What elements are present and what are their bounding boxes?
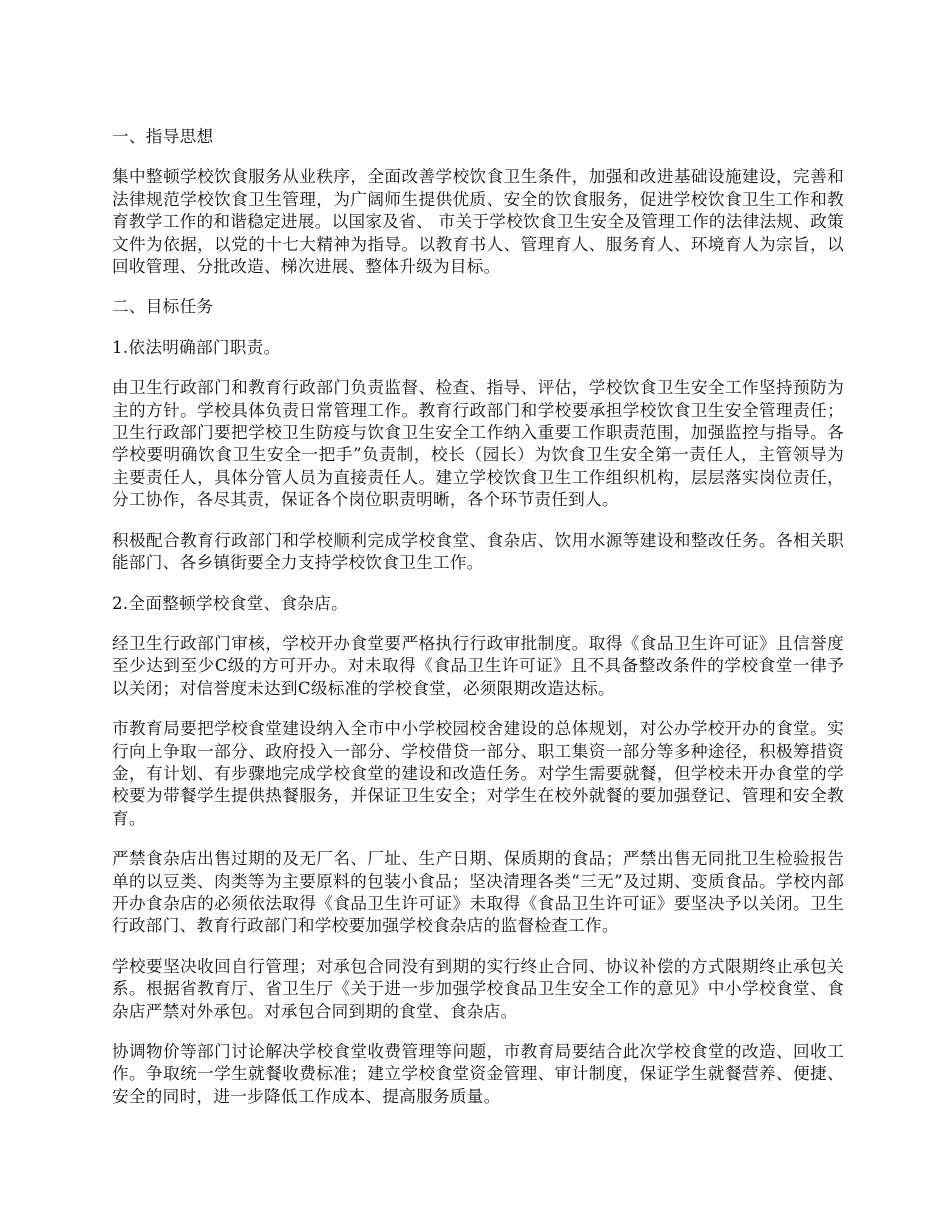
- paragraph-department-duties: 由卫生行政部门和教育行政部门负责监督、检查、指导、评估，学校饮食卫生安全工作坚持预防为主的方针。学校具体负责日常管理工作。教育行政部门和学校要承担学校饮食卫生安全管理责任；卫生行政部门要把学校卫生防疫与饮食卫生安全工作纳入重要工作职责范围，加强监控与指导。各学校要明确饮食卫生安全一把手”负责制，校长（园长）为饮食卫生安全第一责任人，主管领导为主要责任人，具体分管人员为直接责任人。建立学校饮食卫生工作组织机构，层层落实岗位责任，分工协作，各尽其责，保证各个岗位职责明晰，各个环节责任到人。: [112, 378, 844, 510]
- section-heading-guiding-ideology: 一、指导思想: [112, 127, 214, 146]
- paragraph-fee-management: 协调物价等部门讨论解决学校食堂收费管理等问题，市教育局要结合此次学校食堂的改造、回收工作。争取统一学生就餐收费标准；建立学校食堂资金管理、审计制度，保证学生就餐营养、便捷、安全的同时，进一步降低工作成本、提高服务质量。: [112, 1042, 844, 1106]
- subsection-heading-department-duties: 1.依法明确部门职责。: [112, 337, 281, 357]
- document-page: [112, 126, 844, 1126]
- section-heading-goals-tasks: 二、目标任务: [112, 297, 214, 317]
- paragraph-guiding-ideology: 集中整顿学校饮食服务从业秩序，全面改善学校饮食卫生条件，加强和改进基础设施建设，完善和法律规范学校饮食卫生管理，为广阔师生提供优质、安全的饮食服务，促进学校饮食卫生工作和教育教学工作的和谐稳定进展。以国家及省、 市关于学校饮食卫生安全及管理工作的法律法规、政策文件为依据，以党的十七大精神为指导。以教育书人、管理育人、服务育人、环境育人为宗旨，以回收管理、分批改造、梯次进展、整体升级为目标。: [112, 167, 845, 277]
- paragraph-licensing: 经卫生行政部门审核，学校开办食堂要严格执行行政审批制度。取得《食品卫生许可证》且信誉度至少达到至少C级的方可开办。对未取得《食品卫生许可证》且不具备整改条件的学校食堂一律予以关闭；对信誉度未达到C级标准的学校食堂，必须限期改造达标。: [112, 633, 844, 698]
- paragraph-contract-recovery: 学校要坚决收回自行管理；对承包合同没有到期的实行终止合同、协议补偿的方式限期终止承包关系。根据省教育厅、省卫生厅《关于进一步加强学校食品卫生安全工作的意见》中小学校食堂、食杂店严禁对外承包。对承包合同到期的食堂、食杂店。: [112, 956, 844, 1021]
- paragraph-food-store-rules: 严禁食杂店出售过期的及无厂名、厂址、生产日期、保质期的食品；严禁出售无同批卫生检验报告单的以豆类、肉类等为主要原料的包装小食品；坚决清理各类“三无”及过期、变质食品。学校内部开办食杂店的必须依法取得《食品卫生许可证》未取得《食品卫生许可证》要坚决予以关闭。卫生行政部门、教育行政部门和学校要加强学校食杂店的监督检查工作。: [112, 849, 844, 936]
- paragraph-cooperation: 积极配合教育行政部门和学校顺利完成学校食堂、食杂店、饮用水源等建设和整改任务。各相关职能部门、各乡镇街要全力支持学校饮食卫生工作。: [112, 530, 844, 573]
- subsection-heading-canteen-rectification: 2.全面整顿学校食堂、食杂店。: [112, 593, 349, 613]
- paragraph-canteen-planning: 市教育局要把学校食堂建设纳入全市中小学校园校舍建设的总体规划，对公办学校开办的食堂。实行向上争取一部分、政府投入一部分、学校借贷一部分、职工集资一部分等多种途径，积极筹措资金，有计划、有步骤地完成学校食堂的建设和改造任务。对学生需要就餐，但学校未开办食堂的学校要为带餐学生提供热餐服务，并保证卫生安全；对学生在校外就餐的要加强登记、管理和安全教育。: [112, 719, 844, 828]
